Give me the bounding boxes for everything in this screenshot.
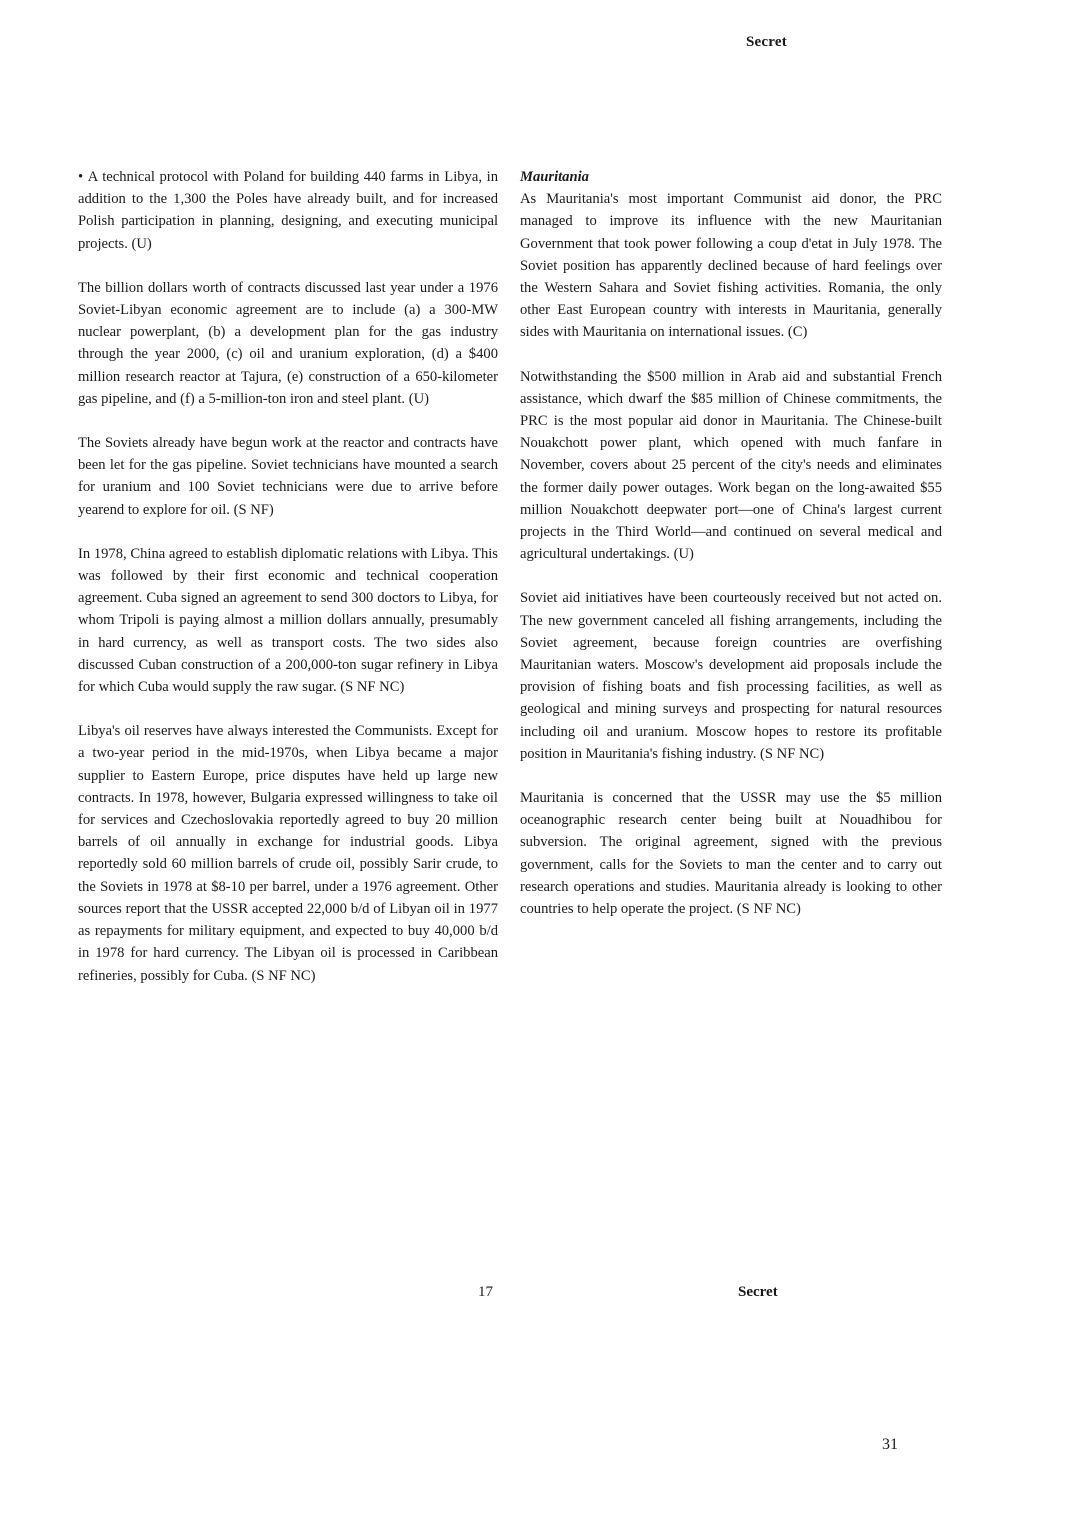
paragraph: As Mauritania's most important Communist aid donor, the PRC managed to improve its influence with the new Mauritanian Government that took power following a coup d'etat in July 1978. The Soviet position has apparently declined because of hard feelings over the Western Sahara and Soviet fishing activities. Romania, the only other East European country with interests in Mauritania, generally sides with Mauritania on international issues. (C) <box>520 191 942 341</box>
paragraph: The Soviets already have begun work at the reactor and contracts have been let for the gas pipeline. Soviet technicians have mounted a search for uranium and 100 Soviet technicians were due to arrive before yearend to explore for oil. (S NF) <box>78 435 498 518</box>
right-column <box>520 166 942 942</box>
header-classification: Secret <box>746 34 787 50</box>
paragraph: The billion dollars worth of contracts discussed last year under a 1976 Soviet-Libyan economic agreement are to include (a) a 300-MW nuclear powerplant, (b) a development plan for the gas industry through the year 2000, (c) oil and uranium exploration, (d) a $400 million research reactor at Tajura, (e) construction of a 650-kilometer gas pipeline, and (f) a 5-million-ton iron and steel plant. (U) <box>78 279 498 407</box>
paragraph: Mauritania is concerned that the USSR may use the $5 million oceanographic research center being built at Nouadhibou for subversion. The original agreement, signed with the previous government, calls for the Soviets to man the center and to carry out research operations and studies. Mauritania already is looking to other countries to help operate the project. (S NF NC) <box>520 790 942 918</box>
paragraph: Soviet aid initiatives have been courteously received but not acted on. The new government canceled all fishing arrangements, including the Soviet agreement, because foreign countries are overfishing Mauritanian waters. Moscow's development aid proposals include the provision of fishing boats and fish processing facilities, as well as geological and mining surveys and prospecting for natural resources including oil and uranium. Moscow hopes to restore its profitable position in Mauritania's fishing industry. (S NF NC) <box>520 590 942 762</box>
outer-page-number: 31 <box>882 1436 898 1453</box>
footer-classification: Secret <box>738 1284 778 1300</box>
paragraph: Libya's oil reserves have always interested the Communists. Except for a two-year period in the mid-1970s, when Libya became a major supplier to Eastern Europe, price disputes have held up large new contracts. In 1978, however, Bulgaria expressed willingness to take oil for services and Czechoslovakia reportedly agreed to buy 20 million barrels of oil annually in exchange for industrial goods. Libya reportedly sold 60 million barrels of crude oil, possibly Sarir crude, to the Soviets in 1978 at $8-10 per barrel, under a 1976 agreement. Other sources report that the USSR accepted 22,000 b/d of Libyan oil in 1977 as repayments for military equipment, and expected to buy 40,000 b/d in 1978 for hard currency. The Libyan oil is processed in Caribbean refineries, possibly for Cuba. (S NF NC) <box>78 723 498 984</box>
bullet-paragraph: • A technical protocol with Poland for building 440 farms in Libya, in addition to the 1,300 the Poles have already built, and for increased Polish participation in planning, designing, and executing municipal projects. (U) <box>78 166 498 255</box>
inner-page-number: 17 <box>478 1284 493 1300</box>
paragraph: Notwithstanding the $500 million in Arab aid and substantial French assistance, which dwarf the $85 million of Chinese commitments, the PRC is the most popular aid donor in Mauritania. The Chinese-built Nouakchott power plant, which opened with much fanfare in November, covers about 25 percent of the city's needs and eliminates the former daily power outages. Work began on the long-awaited $55 million Nouakchott deepwater port—one of China's largest current projects in the Third World—and continued on several medical and agricultural undertakings. (U) <box>520 368 942 563</box>
paragraph: In 1978, China agreed to establish diplomatic relations with Libya. This was followed by their first economic and technical cooperation agreement. Cuba signed an agreement to send 300 doctors to Libya, for whom Tripoli is paying almost a million dollars annually, presumably in hard currency, as well as transport costs. The two sides also discussed Cuban construction of a 200,000-ton sugar refinery in Libya for which Cuba would supply the raw sugar. (S NF NC) <box>78 545 498 696</box>
section-heading: Mauritania <box>520 169 589 185</box>
left-column <box>78 166 498 1009</box>
